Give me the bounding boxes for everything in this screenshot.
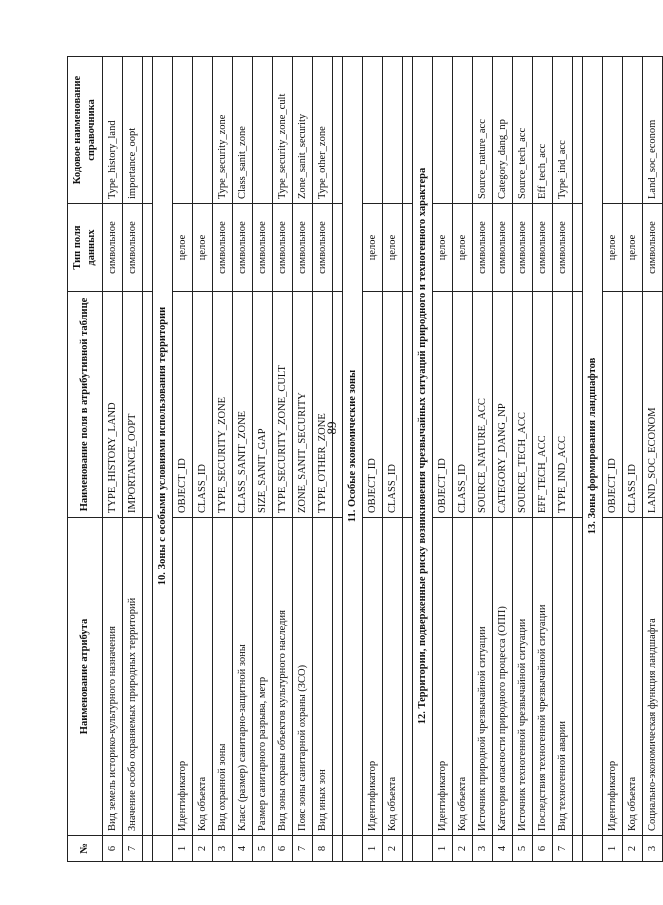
row-number: 6 [273, 836, 293, 862]
section-row [343, 57, 363, 862]
field-name: TYPE_SECURITY_ZONE [213, 292, 233, 518]
row-number: 1 [363, 836, 383, 862]
row-number: 3 [473, 836, 493, 862]
table-row [213, 57, 233, 862]
spacer-cell [143, 518, 153, 836]
row-number: 5 [513, 836, 533, 862]
row-number: 1 [603, 836, 623, 862]
spacer-cell [333, 292, 343, 518]
spacer-cell [403, 57, 413, 204]
section-num-cell [413, 836, 433, 862]
row-number: 7 [553, 836, 573, 862]
spacer-cell [573, 292, 583, 518]
spacer-cell [333, 518, 343, 836]
attribute-name: Пояс зоны санитарной охраны (ЗСО) [293, 518, 313, 836]
table-row [513, 57, 533, 862]
reference-code [173, 57, 193, 204]
attribute-name: Последствия техногенной чрезвычайной ситуации [533, 518, 553, 836]
attribute-name: Источник природной чрезвычайной ситуации [473, 518, 493, 836]
row-number: 3 [643, 836, 663, 862]
attribute-name: Идентификатор [603, 518, 623, 836]
attribute-name: Источник техногенной чрезвычайной ситуации [513, 518, 533, 836]
attribute-name: Код объекта [623, 518, 643, 836]
row-number: 2 [453, 836, 473, 862]
table-row [103, 57, 123, 862]
field-name: TYPE_SECURITY_ZONE_CULT [273, 292, 293, 518]
spacer-row [333, 57, 343, 862]
spacer-row [143, 57, 153, 862]
section-title: 13. Зоны формирования ландшафтов [583, 57, 603, 836]
row-number: 7 [293, 836, 313, 862]
field-type: символьное [273, 204, 293, 292]
header-field-type: Тип поля данных [68, 204, 103, 292]
spacer-row [573, 57, 583, 862]
spacer-cell [573, 836, 583, 862]
field-type: целое [603, 204, 623, 292]
reference-code [623, 57, 643, 204]
table-row [473, 57, 493, 862]
field-type: символьное [493, 204, 513, 292]
section-num-cell [343, 836, 363, 862]
reference-code: Type_security_zone_cult [273, 57, 293, 204]
row-number: 7 [123, 836, 143, 862]
field-type: целое [193, 204, 213, 292]
table-row [433, 57, 453, 862]
spacer-cell [143, 292, 153, 518]
attribute-name: Вид иных зон [313, 518, 333, 836]
reference-code: Class_sanit_zone [233, 57, 253, 204]
spacer-cell [333, 57, 343, 204]
section-num-cell [153, 836, 173, 862]
spacer-cell [143, 204, 153, 292]
attribute-name: Категория опасности природного процесса (ОПП) [493, 518, 513, 836]
header-reference-code: Кодовое наименование справочника [68, 57, 103, 204]
header-field-name: Наименование поля в атрибутивной таблице [68, 292, 103, 518]
field-type: целое [433, 204, 453, 292]
attribute-table [67, 56, 663, 862]
header-num: № [68, 836, 103, 862]
table-row [363, 57, 383, 862]
field-type: символьное [313, 204, 333, 292]
rotated-page-content [67, 57, 658, 862]
reference-code [193, 57, 213, 204]
row-number: 8 [313, 836, 333, 862]
reference-code: Type_security_zone [213, 57, 233, 204]
field-type: символьное [473, 204, 493, 292]
field-name: SOURCE_TECH_ACC [513, 292, 533, 518]
row-number: 4 [493, 836, 513, 862]
header-row [68, 57, 103, 862]
table-row [453, 57, 473, 862]
reference-code: Source_tech_acc [513, 57, 533, 204]
table-row [313, 57, 333, 862]
attribute-name: Социально-экономическая функция ландшафта [643, 518, 663, 836]
field-type: символьное [513, 204, 533, 292]
spacer-cell [403, 292, 413, 518]
reference-code [453, 57, 473, 204]
header-attribute-name: Наименование атрибута [68, 518, 103, 836]
table-row [553, 57, 573, 862]
field-name: TYPE_OTHER_ZONE [313, 292, 333, 518]
reference-code: Land_soc_econom [643, 57, 663, 204]
page-number: 89 [324, 421, 339, 435]
row-number: 6 [103, 836, 123, 862]
field-name: OBJECT_ID [603, 292, 623, 518]
spacer-cell [333, 836, 343, 862]
spacer-cell [573, 518, 583, 836]
attribute-name: Идентификатор [433, 518, 453, 836]
field-name: OBJECT_ID [363, 292, 383, 518]
field-type: символьное [643, 204, 663, 292]
reference-code [253, 57, 273, 204]
field-name: TYPE_IND_ACC [553, 292, 573, 518]
field-name: EFF_TECH_ACC [533, 292, 553, 518]
section-row [583, 57, 603, 862]
reference-code: Type_history_land [103, 57, 123, 204]
reference-code: Eff_tech_acc [533, 57, 553, 204]
field-type: символьное [123, 204, 143, 292]
field-type: символьное [253, 204, 273, 292]
field-name: OBJECT_ID [433, 292, 453, 518]
table-row [193, 57, 213, 862]
row-number: 4 [233, 836, 253, 862]
spacer-cell [143, 57, 153, 204]
attribute-name: Код объекта [193, 518, 213, 836]
field-name: CLASS_ID [453, 292, 473, 518]
attribute-name: Класс (размер) санитарно-защитной зоны [233, 518, 253, 836]
reference-code [433, 57, 453, 204]
reference-code: Source_nature_acc [473, 57, 493, 204]
table-row [493, 57, 513, 862]
table-row [643, 57, 663, 862]
section-row [413, 57, 433, 862]
field-type: целое [623, 204, 643, 292]
field-name: SIZE_SANIT_GAP [253, 292, 273, 518]
table-row [173, 57, 193, 862]
field-name: OBJECT_ID [173, 292, 193, 518]
field-name: CLASS_ID [623, 292, 643, 518]
row-number: 6 [533, 836, 553, 862]
field-type: целое [383, 204, 403, 292]
attribute-name: Идентификатор [363, 518, 383, 836]
attribute-name: Вид техногенной аварии [553, 518, 573, 836]
spacer-cell [403, 836, 413, 862]
table-row [603, 57, 623, 862]
attribute-name: Значение особо охраняемых природных территорий [123, 518, 143, 836]
field-name: TYPE_HISTORY_LAND [103, 292, 123, 518]
table-row [293, 57, 313, 862]
reference-code [363, 57, 383, 204]
spacer-cell [333, 204, 343, 292]
reference-code [603, 57, 623, 204]
field-name: CATEGORY_DANG_NP [493, 292, 513, 518]
field-type: целое [363, 204, 383, 292]
field-name: CLASS_ID [383, 292, 403, 518]
field-type: символьное [553, 204, 573, 292]
reference-code [383, 57, 403, 204]
attribute-name: Вид охранной зоны [213, 518, 233, 836]
spacer-cell [573, 204, 583, 292]
reference-code: Zone_sanit_security [293, 57, 313, 204]
row-number: 2 [383, 836, 403, 862]
attribute-name: Код объекта [453, 518, 473, 836]
row-number: 3 [213, 836, 233, 862]
row-number: 2 [623, 836, 643, 862]
table-body [103, 57, 663, 862]
reference-code: Category_dang_np [493, 57, 513, 204]
attribute-name: Размер санитарного разрыва, метр [253, 518, 273, 836]
table-row [233, 57, 253, 862]
section-title: 10. Зоны с особыми условиями использования территории [153, 57, 173, 836]
field-name: LAND_SOC_ECONOM [643, 292, 663, 518]
attribute-name: Идентификатор [173, 518, 193, 836]
spacer-cell [143, 836, 153, 862]
section-title: 12. Территории, подверженные риску возникновения чрезвычайных ситуаций природного и техногенного характера [413, 57, 433, 836]
table-row [253, 57, 273, 862]
reference-code: Type_ind_acc [553, 57, 573, 204]
field-type: символьное [233, 204, 253, 292]
field-name: CLASS_SANIT_ZONE [233, 292, 253, 518]
row-number: 1 [173, 836, 193, 862]
field-name: SOURCE_NATURE_ACC [473, 292, 493, 518]
field-type: символьное [293, 204, 313, 292]
spacer-cell [403, 518, 413, 836]
field-name: ZONE_SANIT_SECURITY [293, 292, 313, 518]
row-number: 1 [433, 836, 453, 862]
section-num-cell [583, 836, 603, 862]
table-row [623, 57, 643, 862]
field-type: символьное [213, 204, 233, 292]
row-number: 5 [253, 836, 273, 862]
attribute-name: Вид земель историко-культурного назначения [103, 518, 123, 836]
table-row [383, 57, 403, 862]
field-type: символьное [103, 204, 123, 292]
field-name: IMPORTANCE_OOPT [123, 292, 143, 518]
reference-code: Type_other_zone [313, 57, 333, 204]
attribute-name: Код объекта [383, 518, 403, 836]
spacer-row [403, 57, 413, 862]
section-row [153, 57, 173, 862]
field-type: целое [453, 204, 473, 292]
table-row [273, 57, 293, 862]
spacer-cell [403, 204, 413, 292]
attribute-name: Вид зоны охраны объектов культурного наследия [273, 518, 293, 836]
table-row [123, 57, 143, 862]
field-name: CLASS_ID [193, 292, 213, 518]
row-number: 2 [193, 836, 213, 862]
field-type: целое [173, 204, 193, 292]
reference-code: importance_oopt [123, 57, 143, 204]
section-title: 11. Особые экономические зоны [343, 57, 363, 836]
spacer-cell [573, 57, 583, 204]
table-row [533, 57, 553, 862]
field-type: символьное [533, 204, 553, 292]
